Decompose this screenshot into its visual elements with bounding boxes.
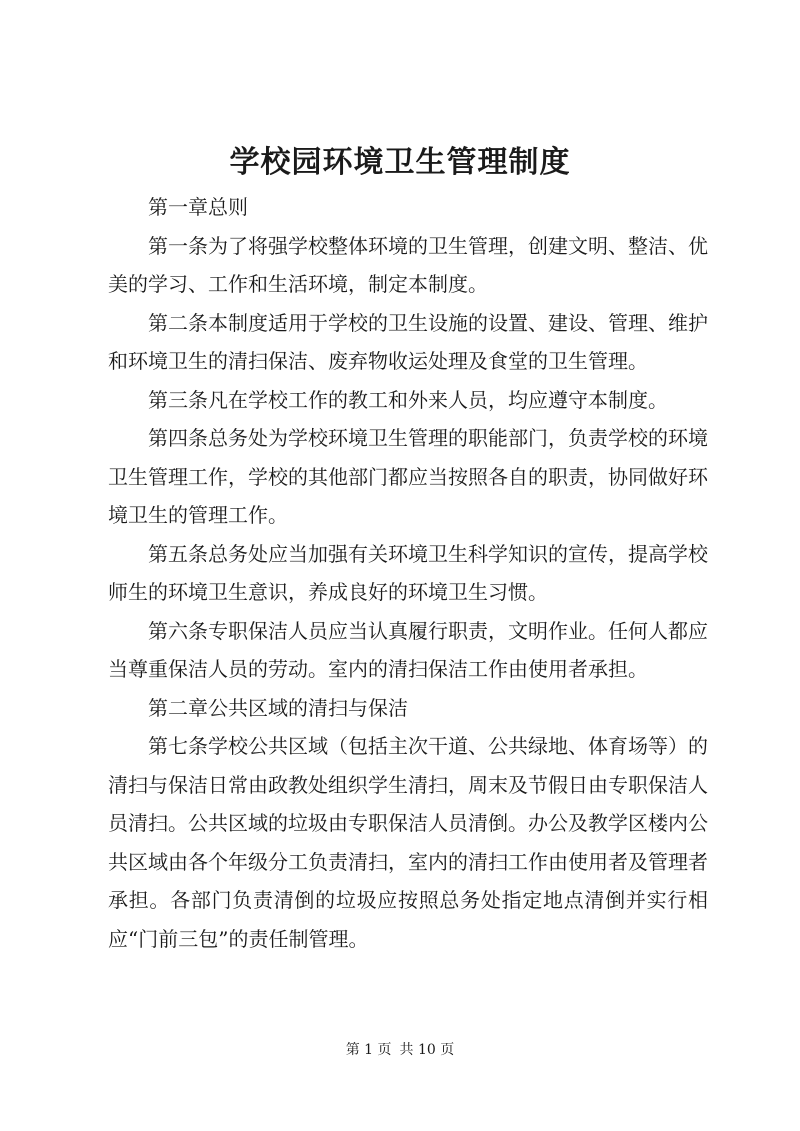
article-4: 第四条总务处为学校环境卫生管理的职能部门，负责学校的环境卫生管理工作，学校的其他部门都应当按照各自的职责，协同做好环境卫生的管理工作。 [108,426,708,527]
chapter-heading-1: 第一章总则 [148,195,248,219]
page-total: 共 10 页 [399,1042,455,1058]
page-footer [0,1040,800,1060]
article-7: 第七条学校公共区域（包括主次干道、公共绿地、体育场等）的清扫与保洁日常由政教处组织学生清扫，周末及节假日由专职保洁人员清扫。公共区域的垃圾由专职保洁人员清倒。办公及教学区楼内公共区域由各个年级分工负责清扫，室内的清扫工作由使用者及管理者承担。各部门负责清倒的垃圾应按照总务处指定地点清倒并实行相应“门前三包”的责任制管理。 [108,734,708,951]
document-body [108,188,708,958]
document-title: 学校园环境卫生管理制度 [229,145,571,180]
article-6: 第六条专职保洁人员应当认真履行职责，文明作业。任何人都应当尊重保洁人员的劳动。室内的清扫保洁工作由使用者承担。 [108,618,708,681]
article-1: 第一条为了将强学校整体环境的卫生管理，创建文明、整洁、优美的学习、工作和生活环境，制定本制度。 [108,233,708,296]
article-5: 第五条总务处应当加强有关环境卫生科学知识的宣传，提高学校师生的环境卫生意识，养成良好的环境卫生习惯。 [108,541,708,604]
article-2: 第二条本制度适用于学校的卫生设施的设置、建设、管理、维护和环境卫生的清扫保洁、废弃物收运处理及食堂的卫生管理。 [108,310,708,373]
page-number: 第 1 页 [345,1042,392,1058]
chapter-heading-2: 第二章公共区域的清扫与保洁 [148,695,408,720]
article-3: 第三条凡在学校工作的教工和外来人员，均应遵守本制度。 [148,387,668,412]
